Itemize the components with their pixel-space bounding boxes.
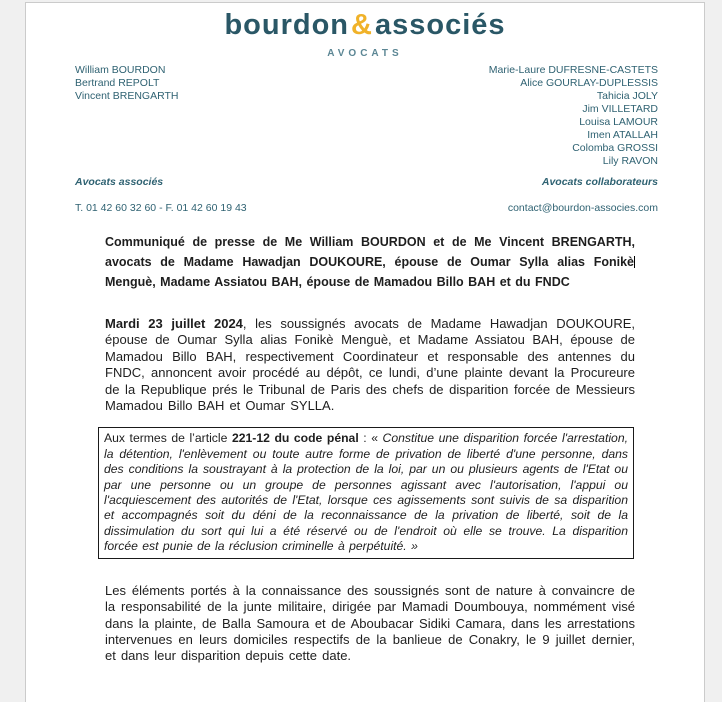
phone-fax: T. 01 42 60 32 60 - F. 01 42 60 19 43 (75, 202, 247, 214)
communique-text-after-cursor: Menguè, Madame Assiatou BAH, épouse de Mamadou Billo BAH et du FNDC (105, 275, 570, 289)
email-address: contact@bourdon-associes.com (507, 202, 658, 214)
associates-label: Avocats associés (75, 176, 164, 188)
paragraph-responsibility: Les éléments portés à la connaissance des soussignés sont de nature à convaincre de la responsabilité de la junte militaire, dirigée par Mamadi Doumbouya, nommément visé dans la plainte, de Balla Samoura et de Aboubacar Sidiki Camara, dans les arrestations intervenues en leurs domiciles respectifs de la banlieue de Conakry, le 9 juillet dernier, et dans leur disparition depuis cette date. (105, 582, 635, 664)
lawyer-name: Colomba GROSSI (572, 142, 658, 154)
lawyer-name: Jim VILLETARD (582, 103, 658, 115)
firm-name-part1: bourdon (224, 9, 350, 41)
paragraph-communique-title (105, 232, 635, 292)
paragraph-filing-announcement (105, 316, 635, 414)
lawyer-name: Tahicia JOLY (596, 90, 658, 102)
legal-box-separator: : « (358, 431, 383, 446)
associates-list (75, 64, 178, 168)
legal-article-quote-box (98, 427, 634, 558)
collaborators-label: Avocats collaborateurs (541, 176, 658, 188)
firm-subtitle: AVOCATS (327, 48, 403, 59)
press-release-body (105, 232, 635, 665)
contact-row (26, 188, 704, 214)
lawyer-name: William BOURDON (75, 64, 166, 76)
firm-name-part2: associés (374, 9, 506, 41)
document-page (25, 2, 705, 702)
text-cursor (634, 256, 635, 268)
date-lead: Mardi 23 juillet 2024 (105, 316, 243, 331)
collaborators-list (489, 64, 658, 168)
firm-logo (26, 9, 704, 42)
communique-text-before-cursor: Communiqué de presse de Me William BOURDON et de Me Vincent BRENGARTH, avocats de Madame Hawadjan DOUKOURE, épouse de Oumar Sylla alias Fonikè (105, 235, 635, 269)
legal-box-lead: Aux termes de l’article (104, 431, 232, 446)
lawyer-name: Imen ATALLAH (587, 129, 658, 141)
filing-announcement-text: , les soussignés avocats de Madame Hawadjan DOUKOURE, épouse de Oumar Sylla alias Fonikè Menguè, et Madame Assiatou BAH, épouse de Mamadou Billo BAH, respectivement Coordinateur et responsable des antennes du FNDC, annoncent avoir procédé au dépôt, ce lundi, d’une plainte devant la Procureure de la Republique prés le Tribunal de Paris des chefs de disparition forcée de Messieurs Mamadou Billo BAH et Oumar SYLLA. (105, 316, 635, 414)
lawyer-name: Bertrand REPOLT (75, 77, 160, 89)
lawyer-name: Lily RAVON (602, 155, 658, 167)
lawyer-role-labels (26, 168, 704, 188)
lawyer-name: Vincent BRENGARTH (75, 90, 179, 102)
lawyer-name: Louisa LAMOUR (579, 116, 658, 128)
legal-article-reference: 221-12 du code pénal (231, 431, 359, 446)
lawyers-columns (26, 59, 704, 168)
lawyer-name: Alice GOURLAY-DUPLESSIS (520, 77, 658, 89)
lawyer-name: Marie-Laure DUFRESNE-CASTETS (488, 64, 658, 76)
firm-name-ampersand: & (351, 9, 373, 41)
legal-quote-text: Constitue une disparition forcée l'arrestation, la détention, l'enlèvement ou toute autre forme de privation de liberté d'une personne, dans des conditions la soustrayant à la protection de la loi, par un ou plusieurs agents de l'Etat ou par une personne ou un groupe de personnes agissant avec l'autorisation, l'appui ou l'acquiescement des autorités de l'Etat, lorsque ces agissements sont suivis de sa disparition et accompagnés soit du déni de la reconnaissance de la privation de liberté, soit de la dissimulation du sort qui lui a été réservé ou de l'endroit où elle se trouve. La disparition forcée est punie de la réclusion criminelle à perpétuité. » (104, 431, 628, 554)
